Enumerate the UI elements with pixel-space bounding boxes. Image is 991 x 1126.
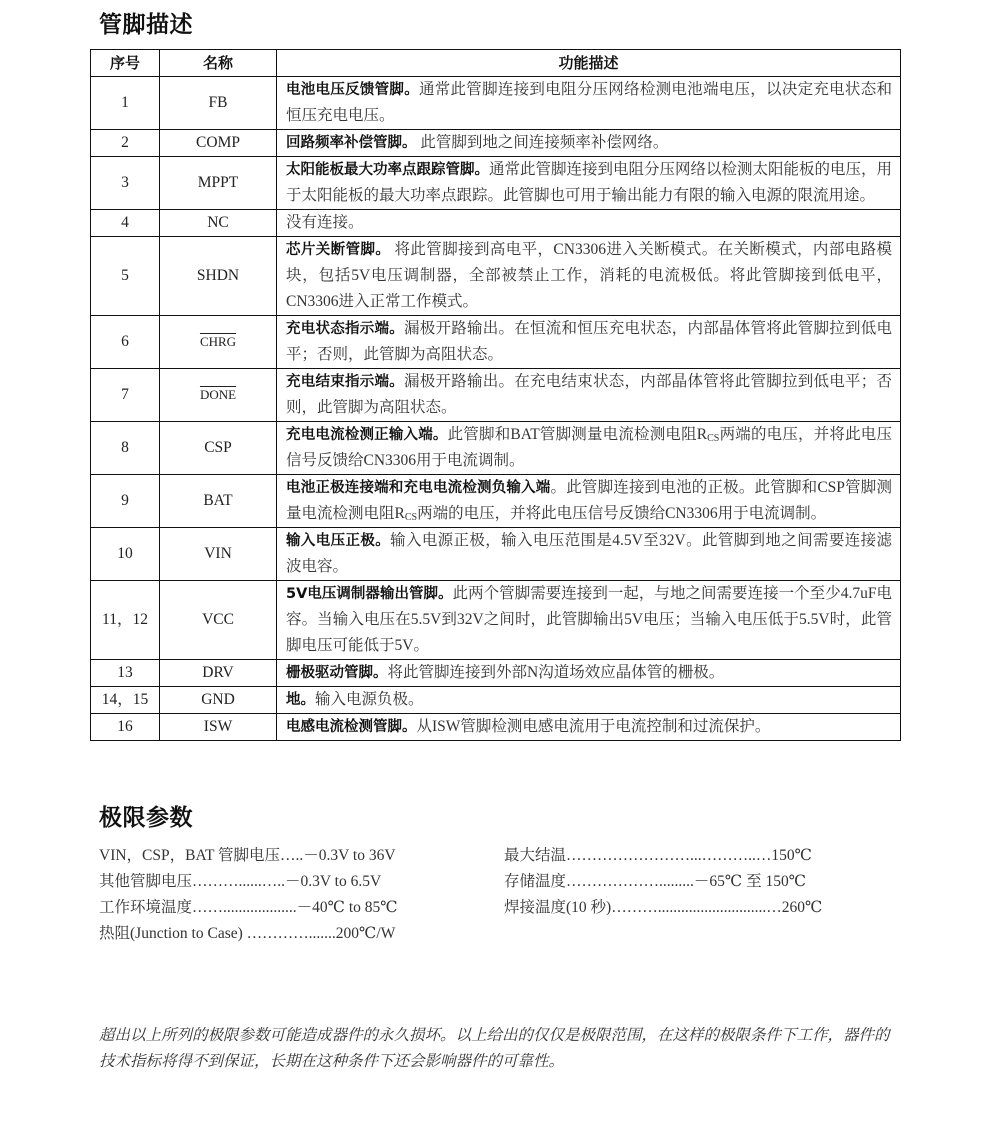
pin-number: 3 (91, 157, 160, 210)
pin-description-text: 漏极开路输出。在恒流和恒压充电状态，内部晶体管将此管脚拉到低电平；否则，此管脚为高阻状态。 (286, 320, 892, 363)
limit-value: －40℃ to 85℃ (296, 899, 398, 916)
limit-value: －0.3V to 36V (303, 847, 396, 864)
pin-name-cell (160, 237, 277, 316)
pin-description-text: 输入电源负极。 (315, 691, 424, 708)
header-number: 序号 (91, 50, 160, 77)
pin-name: MPPT (197, 174, 239, 191)
pin-description-text: 两端的电压，并将此电压信号反馈给CN3306用于电流调制。 (286, 426, 892, 469)
header-name: 名称 (160, 50, 277, 77)
table-row (91, 77, 901, 130)
pin-description-table (90, 49, 901, 741)
pin-function-title: 回路频率补偿管脚。 (286, 135, 417, 151)
pin-function-title: 芯片关断管脚。 (286, 242, 391, 258)
pin-function-title: 电池正极连接端和充电电流检测负输入端 (286, 480, 551, 496)
pin-name: ISW (203, 718, 233, 735)
table-row (91, 528, 901, 581)
table-row (91, 475, 901, 528)
pin-name: DONE (199, 387, 237, 402)
table-row (91, 157, 901, 210)
pin-description (277, 660, 901, 687)
pin-description (277, 714, 901, 741)
resistor-subscript: CS (707, 433, 720, 444)
table-row (91, 422, 901, 475)
limit-value: 200℃/W (335, 925, 396, 942)
pin-function-title: 充电结束指示端。 (286, 374, 404, 390)
limit-label: 其他管脚电压 (99, 873, 193, 890)
pin-name-cell (160, 528, 277, 581)
pin-name-cell (160, 422, 277, 475)
pin-number: 11，12 (91, 581, 160, 660)
table-row (91, 687, 901, 714)
pin-name-cell (160, 210, 277, 237)
pin-description-text: 此管脚到地之间连接频率补偿网络。 (416, 134, 669, 151)
pin-name: VIN (204, 545, 232, 562)
pin-description-text: 将此管脚连接到外部N沟道场效应晶体管的栅极。 (387, 664, 725, 681)
pin-number: 14，15 (91, 687, 160, 714)
pin-number: 5 (91, 237, 160, 316)
leader-dots: …………....... (242, 925, 336, 942)
limit-label: 存储温度 (504, 873, 567, 890)
pin-number: 16 (91, 714, 160, 741)
limits-right-column (504, 843, 822, 921)
pin-name-cell (160, 687, 277, 714)
limit-label: VIN，CSP，BAT 管脚电压 (99, 847, 281, 864)
pin-description-text: 通常此管脚连接到电阻分压网络以检测太阳能板的电压，用于太阳能板的最大功率点跟踪。此管脚也可用于输出能力有限的输入电源的限流用途。 (286, 161, 893, 204)
pin-description (277, 77, 901, 130)
table-row (91, 130, 901, 157)
pin-name: GND (201, 691, 235, 708)
table-row (91, 369, 901, 422)
pin-name-cell (160, 157, 277, 210)
pin-description-text: 从ISW管脚检测电感电流用于电流控制和过流保护。 (416, 718, 771, 735)
limit-value: 260℃ (781, 899, 823, 916)
limits-left-column (99, 843, 398, 947)
leader-dots: ….. (280, 847, 304, 864)
pin-function-title: 电感电流检测管脚。 (286, 719, 417, 735)
pin-function-title: 太阳能板最大功率点跟踪管脚。 (286, 162, 489, 178)
pin-description-text: 输入电源正极，输入电压范围是4.5V至32V。此管脚到地之间需要连接滤波电容。 (286, 532, 893, 575)
pin-description (277, 475, 901, 528)
pin-number: 7 (91, 369, 160, 422)
pin-number: 13 (91, 660, 160, 687)
pin-description-text: 。此管脚连接到电池的正极。此管脚和CSP管脚测量电流检测电阻R (286, 479, 892, 522)
table-row (91, 237, 901, 316)
limit-label: 热阻(Junction to Case) (99, 925, 243, 942)
pin-function-title: 栅极驱动管脚。 (286, 665, 388, 681)
pin-number: 9 (91, 475, 160, 528)
pin-description (277, 316, 901, 369)
pin-name-cell (160, 77, 277, 130)
limits-warning-note: 超出以上所列的极限参数可能造成器件的永久损坏。以上给出的仅仅是极限范围，在这样的极限条件下工作，器件的技术指标将得不到保证，长期在这种条件下还会影响器件的可靠性。 (99, 1027, 890, 1070)
pin-description (277, 528, 901, 581)
leader-dots: ………......….. (192, 873, 286, 890)
table-row (91, 660, 901, 687)
pin-description-text: 没有连接。 (286, 214, 364, 231)
pin-name-cell (160, 714, 277, 741)
leader-dots: ……………………...………..… (566, 847, 772, 864)
limit-parameter (99, 895, 398, 921)
pin-description-text: 通常此管脚连接到电阻分压网络检测电池端电压，以决定充电状态和恒压充电电压。 (286, 81, 892, 124)
pin-number: 2 (91, 130, 160, 157)
pin-function-title: 充电电流检测正输入端。 (286, 427, 448, 443)
pin-name: BAT (203, 492, 233, 509)
pin-name-cell (160, 660, 277, 687)
leader-dots: ……................... (192, 899, 297, 916)
pin-name-cell (160, 130, 277, 157)
pin-description (277, 581, 901, 660)
pin-description (277, 422, 901, 475)
pin-function-title: 输入电压正极。 (286, 533, 391, 549)
pin-description (277, 237, 901, 316)
table-row (91, 316, 901, 369)
pin-function-title: 5V电压调制器输出管脚。 (286, 586, 453, 602)
pin-description-text: 此两个管脚需要连接到一起，与地之间需要连接一个至少4.7uF电容。当输入电压在5.5V到32V之间时，此管脚输出5V电压；当输入电压低于5.5V时，此管脚电压可能低于5V。 (286, 585, 892, 654)
limit-parameter (99, 843, 398, 869)
pin-name: CSP (204, 439, 232, 456)
limit-value: －0.3V to 6.5V (285, 873, 382, 890)
pin-number: 4 (91, 210, 160, 237)
pin-description (277, 687, 901, 714)
pin-function-title: 电池电压反馈管脚。 (286, 82, 419, 98)
pin-name: SHDN (196, 267, 240, 284)
resistor-subscript: CS (404, 512, 418, 523)
pin-name-cell (160, 316, 277, 369)
pin-name: DRV (202, 664, 234, 681)
pin-name-cell (160, 475, 277, 528)
absolute-max-title: 极限参数 (99, 805, 193, 831)
pin-function-title: 充电状态指示端。 (286, 321, 404, 337)
limit-value: －65℃ 至 150℃ (693, 873, 807, 890)
limit-value: 150℃ (771, 847, 812, 864)
leader-dots: ………............................… (611, 899, 782, 916)
pin-description (277, 157, 901, 210)
pin-name-cell (160, 369, 277, 422)
pin-number: 8 (91, 422, 160, 475)
limit-parameter (504, 869, 822, 895)
pin-description-title: 管脚描述 (99, 12, 193, 38)
table-row (91, 714, 901, 741)
limit-label: 最大结温 (504, 847, 567, 864)
limit-parameter (504, 843, 822, 869)
header-description: 功能描述 (277, 50, 901, 77)
pin-name: CHRG (199, 334, 237, 349)
pin-description (277, 210, 901, 237)
table-header-row (91, 50, 901, 77)
pin-description-text: 漏极开路输出。在充电结束状态，内部晶体管将此管脚拉到低电平；否则，此管脚为高阻状态。 (286, 373, 892, 416)
pin-description-text: 两端的电压，并将此电压信号反馈给CN3306用于电流调制。 (417, 505, 827, 522)
limit-parameter (99, 921, 398, 947)
pin-description-text: 将此管脚接到高电平，CN3306进入关断模式。在关断模式，内部电路模块，包括5V电压调制器，全部被禁止工作，消耗的电流极低。将此管脚接到低电平，CN3306进入正常工作模式。 (286, 241, 892, 310)
pin-name: FB (208, 94, 228, 111)
pin-description-text: 此管脚和BAT管脚测量电流检测电阻R (447, 426, 708, 443)
limit-parameter (504, 895, 822, 921)
pin-number: 1 (91, 77, 160, 130)
limit-parameter (99, 869, 398, 895)
pin-name: COMP (196, 134, 240, 151)
pin-name: VCC (202, 611, 234, 628)
pin-function-title: 地。 (286, 692, 315, 708)
pin-description (277, 369, 901, 422)
leader-dots: ………………......... (566, 873, 694, 890)
pin-name-cell (160, 581, 277, 660)
limit-label: 焊接温度(10 秒) (504, 899, 612, 916)
table-row (91, 210, 901, 237)
pin-number: 6 (91, 316, 160, 369)
table-row (91, 581, 901, 660)
pin-description (277, 130, 901, 157)
limit-label: 工作环境温度 (99, 899, 193, 916)
pin-number: 10 (91, 528, 160, 581)
pin-name: NC (207, 214, 229, 231)
